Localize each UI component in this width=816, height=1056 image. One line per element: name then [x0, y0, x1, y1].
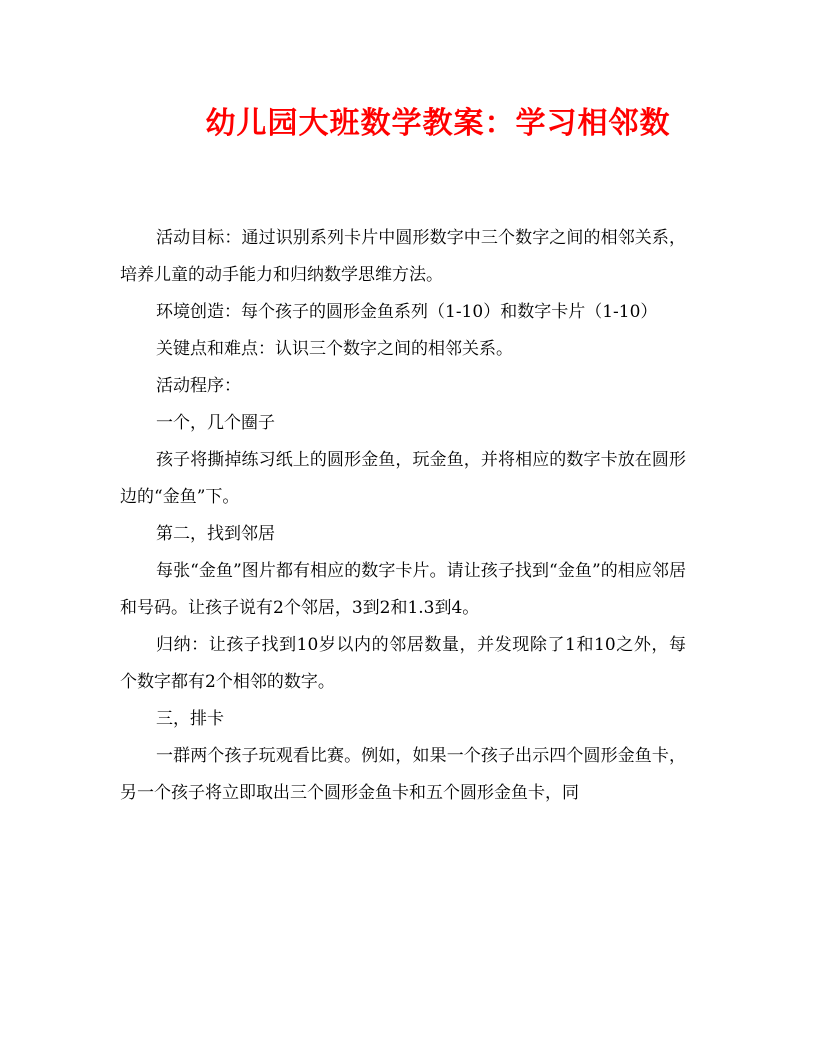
paragraph-procedure-heading: 活动程序： — [156, 376, 241, 396]
paragraph-section-two-body: 每张“金鱼”图片都有相应的数字卡片。请让孩子找到“金鱼”的相应邻居和号码。让孩子说有2个邻居，3到2和1.3到4。 — [120, 561, 686, 618]
document-title: 幼儿园大班数学教案：学习相邻数 — [205, 106, 671, 141]
paragraph-section-three-heading: 三，排卡 — [156, 709, 224, 729]
paragraph-section-one-body: 孩子将撕掉练习纸上的圆形金鱼，玩金鱼，并将相应的数字卡放在圆形边的“金鱼”下。 — [120, 450, 686, 507]
paragraph-key-points: 关键点和难点：认识三个数字之间的相邻关系。 — [156, 339, 513, 359]
paragraph-section-one-heading: 一个，几个圈子 — [156, 413, 275, 433]
paragraph-summary: 归纳：让孩子找到10岁以内的邻居数量，并发现除了1和10之外，每个数字都有2个相邻的数字。 — [120, 635, 686, 692]
paragraph-section-two-heading: 第二，找到邻居 — [156, 524, 275, 544]
paragraph-environment: 环境创造：每个孩子的圆形金鱼系列（1-10）和数字卡片（1-10） — [156, 302, 658, 322]
paragraph-section-three-body: 一群两个孩子玩观看比赛。例如，如果一个孩子出示四个圆形金鱼卡，另一个孩子将立即取出三个圆形金鱼卡和五个圆形金鱼卡，同 — [120, 746, 686, 803]
paragraph-activity-goal: 活动目标：通过识别系列卡片中圆形数字中三个数字之间的相邻关系，培养儿童的动手能力和归纳数学思维方法。 — [120, 228, 686, 285]
document-body — [120, 220, 686, 812]
